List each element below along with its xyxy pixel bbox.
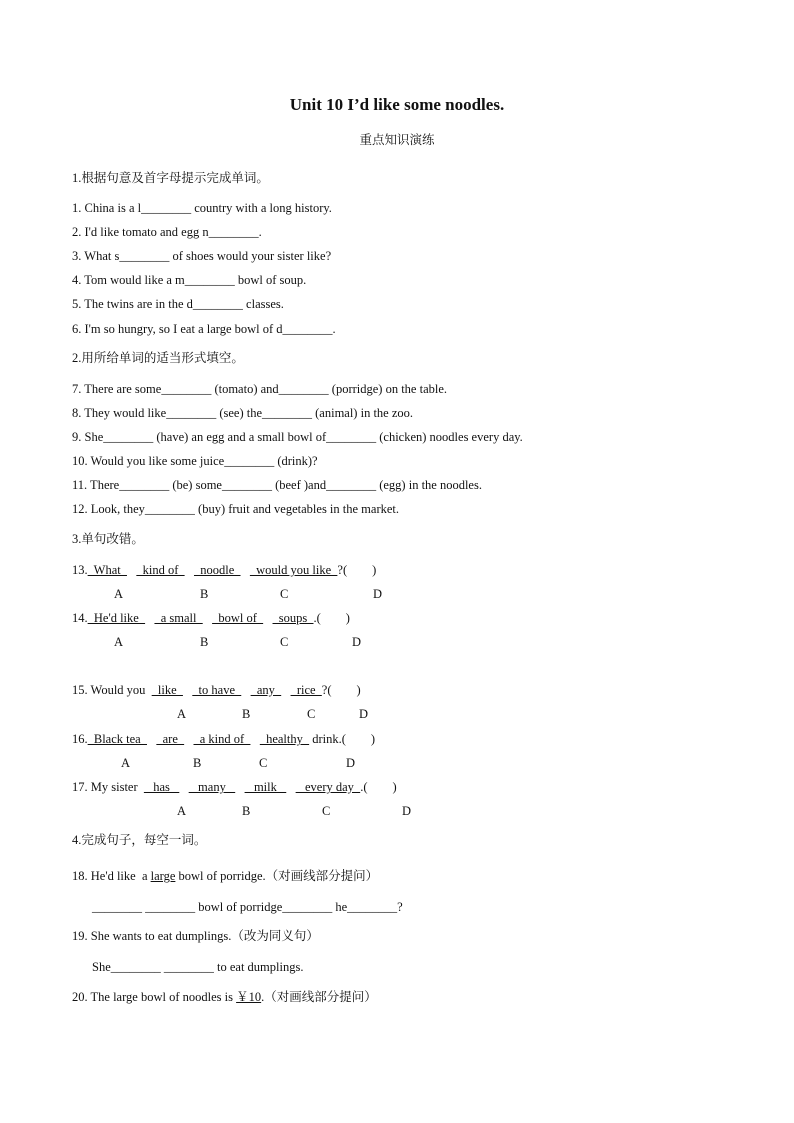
section-heading-1: 1.根据句意及首字母提示完成单词。 — [72, 171, 269, 185]
question-13-option-d: would you like — [249, 563, 338, 577]
question-13-answer-paren: ?( ) — [337, 563, 377, 577]
option-letter-d: D — [346, 756, 356, 770]
option-letter-b: B — [200, 635, 209, 649]
page-subtitle: 重点知识演练 — [359, 133, 435, 147]
question-14-option-a: He'd like — [87, 611, 146, 625]
question-20 — [72, 989, 377, 1005]
question-19: 19. She wants to eat dumplings.（改为同义句） — [72, 929, 319, 943]
question-15-option-b: to have — [192, 683, 242, 697]
option-letter-c: C — [280, 587, 289, 601]
question-17-option-c: milk — [244, 780, 287, 794]
question-14-option-d: soups — [272, 611, 314, 625]
option-letter-d: D — [373, 587, 383, 601]
option-letter-c: C — [307, 707, 316, 721]
question-18-stem: 18. He'd like a — [72, 869, 151, 883]
option-letter-c: C — [280, 635, 289, 649]
question-13-option-c: noodle — [193, 563, 241, 577]
question-16-option-d: healthy — [259, 732, 310, 746]
question-18-instruction: bowl of porridge.（对画线部分提问） — [175, 869, 379, 883]
question-13-option-b: kind of — [136, 563, 185, 577]
page-title: Unit 10 I’d like some noodles. — [289, 95, 505, 114]
question-7: 7. There are some________ (tomato) and________ (porridge) on the table. — [72, 382, 448, 396]
question-15-answer-paren: ?( ) — [321, 683, 361, 697]
option-letter-b: B — [242, 707, 251, 721]
question-1: 1. China is a l________ country with a long history. — [72, 201, 332, 215]
question-5: 5. The twins are in the d________ classes. — [72, 297, 284, 311]
question-12: 12. Look, they________ (buy) fruit and vegetables in the market. — [72, 502, 400, 516]
question-2: 2. I'd like tomato and egg n________. — [72, 225, 262, 239]
question-17-option-a: has — [143, 780, 180, 794]
question-13-number: 13. — [72, 563, 88, 577]
question-17-answer-paren: .( ) — [360, 780, 397, 794]
option-letter-a: A — [177, 707, 187, 721]
option-letter-d: D — [352, 635, 362, 649]
question-15-option-c: any — [250, 683, 282, 697]
question-15 — [72, 682, 361, 698]
question-16-option-b: are — [156, 732, 185, 746]
question-20-instruction: .（对画线部分提问） — [261, 990, 377, 1004]
question-14 — [72, 610, 350, 626]
question-20-stem: 20. The large bowl of noodles is — [72, 990, 237, 1004]
question-18 — [72, 868, 378, 884]
answer-18: ________ ________ bowl of porridge________ he________? — [92, 900, 403, 914]
question-9: 9. She________ (have) an egg and a small bowl of________ (chicken) noodles every day. — [72, 430, 523, 444]
question-8: 8. They would like________ (see) the________ (animal) in the zoo. — [72, 406, 414, 420]
option-letter-c: C — [259, 756, 268, 770]
option-letter-a: A — [177, 804, 187, 818]
option-letter-b: B — [200, 587, 209, 601]
question-4: 4. Tom would like a m________ bowl of soup. — [72, 273, 307, 287]
question-13 — [72, 562, 376, 578]
question-16-option-a: Black tea — [87, 732, 147, 746]
section-heading-2: 2.用所给单词的适当形式填空。 — [72, 351, 244, 365]
option-letter-b: B — [193, 756, 202, 770]
question-13-option-a: What — [87, 563, 127, 577]
question-17-option-b: many — [188, 780, 236, 794]
question-14-option-b: a small — [154, 611, 203, 625]
answer-19: She________ ________ to eat dumplings. — [92, 960, 304, 974]
question-17 — [72, 779, 397, 795]
section-heading-4: 4.完成句子，每空一词。 — [72, 833, 207, 847]
question-16-number: 16. — [72, 732, 88, 746]
question-15-stem: 15. Would you — [72, 683, 149, 697]
question-18-underlined: large — [150, 869, 176, 883]
question-17-stem: 17. My sister — [72, 780, 141, 794]
question-11: 11. There________ (be) some________ (beef )and________ (egg) in the noodles. — [72, 478, 482, 492]
question-17-option-d: every day — [295, 780, 361, 794]
question-16 — [72, 731, 375, 747]
question-14-answer-paren: .( ) — [313, 611, 350, 625]
option-letter-d: D — [402, 804, 412, 818]
question-15-option-a: like — [151, 683, 183, 697]
question-10: 10. Would you like some juice________ (drink)? — [72, 454, 318, 468]
question-14-option-c: bowl of — [212, 611, 264, 625]
question-3: 3. What s________ of shoes would your sister like? — [72, 249, 332, 263]
option-letter-c: C — [322, 804, 331, 818]
option-letter-a: A — [121, 756, 131, 770]
option-letter-a: A — [114, 587, 124, 601]
section-heading-3: 3.单句改错。 — [72, 532, 144, 546]
question-16-option-c: a kind of — [193, 732, 251, 746]
question-15-option-d: rice — [290, 683, 322, 697]
question-20-underlined: ￥10 — [236, 990, 262, 1004]
option-letter-a: A — [114, 635, 124, 649]
question-16-answer-paren: drink.( ) — [309, 732, 376, 746]
question-14-number: 14. — [72, 611, 88, 625]
question-6: 6. I'm so hungry, so I eat a large bowl of d________. — [72, 322, 336, 336]
option-letter-d: D — [359, 707, 369, 721]
option-letter-b: B — [242, 804, 251, 818]
